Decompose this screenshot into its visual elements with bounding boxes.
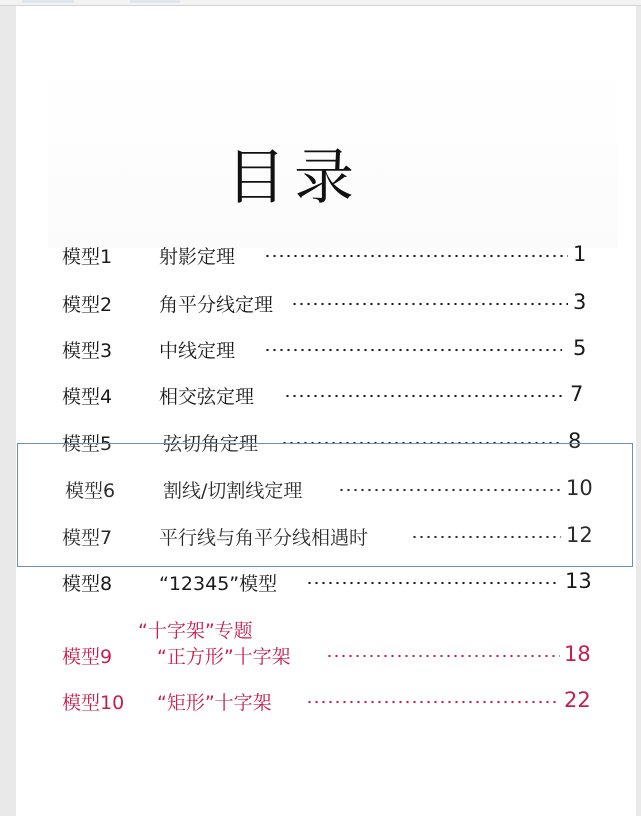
toc-page-number: 7 bbox=[570, 382, 584, 406]
toc-page-number: 18 bbox=[564, 642, 591, 666]
toc-row[interactable] bbox=[16, 642, 636, 674]
toc-name: “矩形”十字架 bbox=[157, 692, 272, 714]
document-page bbox=[16, 6, 636, 816]
toc-page-number: 3 bbox=[573, 290, 587, 314]
toc-name: 弦切角定理 bbox=[163, 433, 259, 455]
toc-row[interactable] bbox=[16, 382, 636, 414]
toc-page-number: 1 bbox=[573, 242, 587, 266]
toc-name: 相交弦定理 bbox=[159, 386, 255, 408]
selection-rectangle[interactable] bbox=[17, 443, 633, 567]
toc-row[interactable] bbox=[16, 569, 636, 601]
toc-model: 模型10 bbox=[62, 692, 125, 714]
toc-model: 模型2 bbox=[62, 294, 113, 316]
toc-page-number: 22 bbox=[564, 688, 591, 712]
toc-name: 割线/切割线定理 bbox=[163, 480, 303, 502]
toc-name: 射影定理 bbox=[159, 246, 236, 268]
toc-leader-dots bbox=[284, 394, 562, 398]
toc-row[interactable] bbox=[16, 688, 636, 720]
page-title: 目录 bbox=[226, 143, 362, 213]
toc-leader-dots bbox=[291, 302, 568, 306]
toc-page-number: 8 bbox=[568, 429, 582, 453]
toc-row[interactable] bbox=[16, 290, 636, 322]
toc-row[interactable] bbox=[16, 336, 636, 368]
toc-model: 模型5 bbox=[62, 433, 113, 455]
toc-leader-dots bbox=[264, 254, 568, 258]
toc-model: 模型4 bbox=[62, 386, 113, 408]
toc-leader-dots bbox=[306, 700, 560, 704]
toc-model: 模型6 bbox=[65, 480, 116, 502]
section-note: “十字架”专题 bbox=[138, 620, 253, 642]
toc-leader-dots bbox=[306, 581, 560, 585]
toc-name: 平行线与角平分线相遇时 bbox=[159, 527, 369, 549]
toc-name: “正方形”十字架 bbox=[157, 646, 291, 668]
toc-model: 模型7 bbox=[62, 527, 113, 549]
toc-page-number: 12 bbox=[566, 523, 593, 547]
toc-name: 角平分线定理 bbox=[159, 294, 274, 316]
toc-leader-dots bbox=[326, 654, 560, 658]
toc-page-number: 10 bbox=[566, 476, 593, 500]
toc-page-number: 5 bbox=[573, 336, 587, 360]
toc-row[interactable] bbox=[16, 242, 636, 274]
toc-name: 中线定理 bbox=[159, 340, 236, 362]
toc-model: 模型1 bbox=[62, 246, 113, 268]
toc-model: 模型8 bbox=[62, 573, 113, 595]
toc-model: 模型9 bbox=[62, 646, 113, 668]
toc-page-number: 13 bbox=[565, 569, 592, 593]
toc-name: “12345”模型 bbox=[159, 573, 278, 595]
viewer-tab[interactable] bbox=[130, 0, 180, 3]
viewer-tab[interactable] bbox=[22, 0, 74, 3]
toc-leader-dots bbox=[264, 348, 562, 352]
toc-model: 模型3 bbox=[62, 340, 113, 362]
